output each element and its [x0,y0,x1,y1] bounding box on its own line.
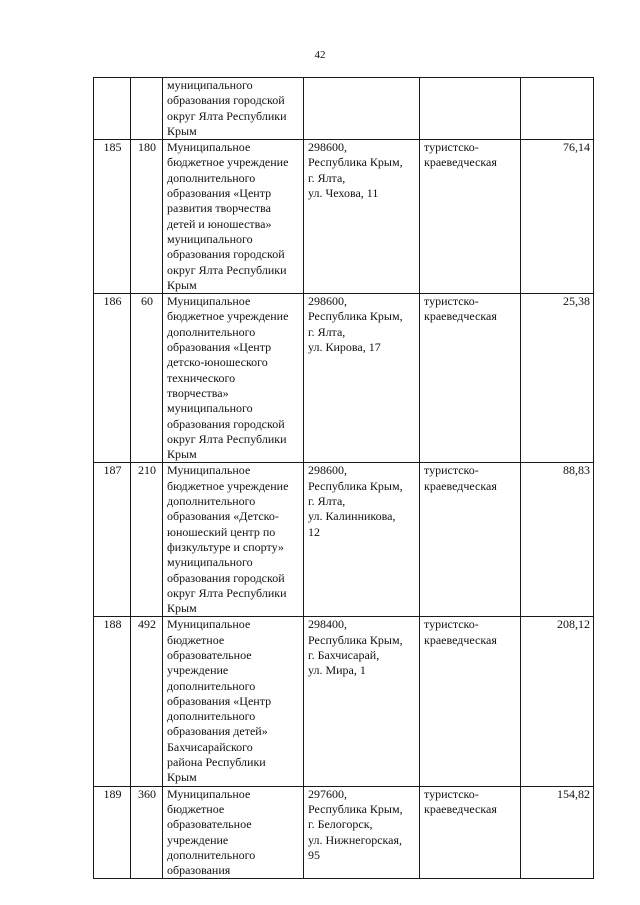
cell-activity-type [420,140,521,294]
name-line: бюджетное [167,632,225,647]
address-line: г. Бахчисарай, [308,647,380,662]
name-line: образования городской [167,570,285,585]
type-line: туристско- [424,617,479,632]
cell-registry-id [131,78,163,140]
name-line: развития творчества [167,201,271,216]
name-line: бюджетное [167,801,225,816]
address-line: 298600, [308,294,347,309]
name-line: технического [167,370,236,385]
name-line: образования городской [167,416,285,431]
cell-value: 25,38 [521,294,594,463]
address-line: ул. Кирова, 17 [308,340,381,355]
cell-registry-id: 60 [131,294,163,463]
name-line: учреждение [167,832,229,847]
table-row [94,617,594,786]
name-line: Муниципальное [167,786,251,801]
address-line: г. Ялта, [308,494,346,509]
table-row [94,140,594,294]
name-line: учреждение [167,663,229,678]
cell-registry-id: 492 [131,617,163,786]
cell-value: 76,14 [521,140,594,294]
type-line: туристско- [424,294,479,309]
name-line: дополнительного [167,494,256,509]
cell-row-number: 189 [94,786,131,879]
name-line: Крым [167,277,197,292]
cell-value: 88,83 [521,463,594,617]
name-line: Муниципальное [167,617,251,632]
name-line: Крым [167,770,197,785]
type-line: краеведческая [424,632,497,647]
cell-organization-name [163,140,304,294]
type-line: туристско- [424,140,479,155]
table-row [94,463,594,617]
name-line: образовательное [167,817,252,832]
cell-value: 208,12 [521,617,594,786]
name-line: бюджетное учреждение [167,155,289,170]
name-line: дополнительного [167,709,256,724]
name-line: дополнительного [167,678,256,693]
address-line: г. Ялта, [308,170,346,185]
address-line: г. Белогорск, [308,817,373,832]
address-line: 298600, [308,140,347,155]
cell-address [304,463,420,617]
registry-table [93,77,594,879]
address-line: 297600, [308,786,347,801]
cell-organization-name [163,463,304,617]
name-line: Крым [167,123,197,138]
cell-registry-id: 360 [131,786,163,879]
name-line: образования [167,863,231,878]
cell-organization-name [163,786,304,879]
name-line: образования городской [167,93,285,108]
name-line: Крым [167,601,197,616]
cell-address [304,294,420,463]
cell-registry-id: 210 [131,463,163,617]
name-line: округ Ялта Республики [167,108,287,123]
cell-registry-id: 180 [131,140,163,294]
cell-activity-type [420,617,521,786]
cell-value [521,78,594,140]
type-line: краеведческая [424,801,497,816]
address-line: ул. Калинникова, [308,509,396,524]
address-line: г. Ялта, [308,324,346,339]
address-line: 12 [308,524,320,539]
cell-row-number [94,78,131,140]
name-line: района Республики [167,755,266,770]
type-line: туристско- [424,463,479,478]
address-line: Республика Крым, [308,309,403,324]
name-line: образования «Центр [167,340,272,355]
cell-activity-type [420,78,521,140]
cell-address [304,140,420,294]
name-line: муниципального [167,78,253,92]
cell-activity-type [420,463,521,617]
name-line: бюджетное учреждение [167,478,289,493]
name-line: Муниципальное [167,140,251,155]
address-line: 298600, [308,463,347,478]
name-line: детско-юношеского [167,355,268,370]
address-line: Республика Крым, [308,478,403,493]
name-line: муниципального [167,231,253,246]
name-line: Крым [167,447,197,462]
name-line: образования детей» [167,724,268,739]
name-line: образования «Центр [167,186,272,201]
address-line: Республика Крым, [308,632,403,647]
name-line: Муниципальное [167,463,251,478]
address-line: Республика Крым, [308,801,403,816]
cell-row-number: 187 [94,463,131,617]
name-line: бюджетное учреждение [167,309,289,324]
name-line: муниципального [167,555,253,570]
cell-value: 154,82 [521,786,594,879]
type-line: краеведческая [424,309,497,324]
name-line: юношеский центр по [167,524,276,539]
address-line: Республика Крым, [308,155,403,170]
name-line: округ Ялта Республики [167,585,287,600]
type-line: краеведческая [424,155,497,170]
name-line: Бахчисарайского [167,739,253,754]
address-line: ул. Мира, 1 [308,663,366,678]
name-line: творчества» [167,385,229,400]
name-line: физкультуре и спорту» [167,539,284,554]
name-line: детей и юношества» [167,216,272,231]
table-row-continuation [94,78,594,140]
table-row [94,294,594,463]
name-line: дополнительного [167,324,256,339]
name-line: образования «Детско- [167,509,279,524]
cell-address [304,617,420,786]
address-line: ул. Чехова, 11 [308,186,379,201]
cell-organization-name [163,617,304,786]
cell-organization-name [163,294,304,463]
table-row [94,786,594,879]
cell-organization-name [163,78,304,140]
address-line: ул. Нижнегорская, [308,832,403,847]
name-line: муниципального [167,401,253,416]
name-line: образовательное [167,647,252,662]
name-line: округ Ялта Республики [167,262,287,277]
cell-address [304,786,420,879]
name-line: образования «Центр [167,693,272,708]
cell-row-number: 185 [94,140,131,294]
name-line: округ Ялта Республики [167,431,287,446]
name-line: дополнительного [167,170,256,185]
type-line: краеведческая [424,478,497,493]
cell-row-number: 188 [94,617,131,786]
type-line: туристско- [424,786,479,801]
cell-address [304,78,420,140]
page-number: 42 [314,49,326,61]
name-line: дополнительного [167,847,256,862]
cell-row-number: 186 [94,294,131,463]
address-line: 95 [308,847,320,862]
cell-activity-type [420,294,521,463]
name-line: образования городской [167,247,285,262]
address-line: 298400, [308,617,347,632]
cell-activity-type [420,786,521,879]
name-line: Муниципальное [167,294,251,309]
